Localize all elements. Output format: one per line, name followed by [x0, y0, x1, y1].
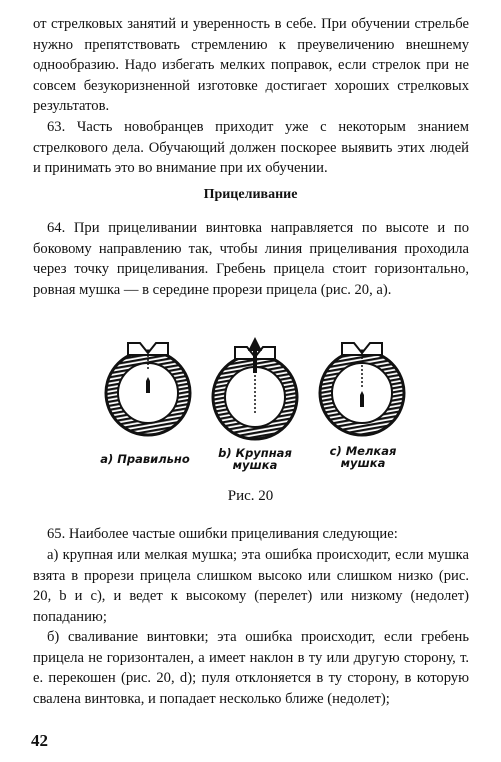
paragraph-65: 65. Наиболее частые ошибки прицеливания следующие:: [47, 526, 398, 542]
paragraph-65b: б) сваливание винтовки; эта ошибка происходит, если гребень прицела не горизонтален, а имеет наклон в ту или другую сторону, т. е. перекошен (рис. 20, d); пуля отклоняется в ту сторону, в которую свалена винтовка, и попадает несколько ближе (недолет);: [33, 629, 469, 707]
sight-small-front: [320, 343, 404, 435]
figure-20: [90, 335, 420, 475]
paragraph-63: 63. Часть новобранцев приходит уже с некоторым знанием стрелкового дела. Обучающий должен поскорее выявить этих людей и принимать это во внимание при их обучении.: [33, 119, 469, 177]
figure-label: Рис. 20: [227, 488, 274, 504]
page-number: 42: [31, 731, 48, 750]
sight-diagrams: [90, 335, 420, 445]
caption-small-front: c) Мелкая мушка: [329, 444, 397, 470]
paragraph-continuation: от стрелковых занятий и уверенность в себе. При обучении стрельбе нужно препятствовать стремлению к преувеличению внешнему однообразию. Надо избегать мелких поправок, если стрелок при не совсем безукоризненной изготовке достигает хороших стрелковых результатов.: [33, 16, 469, 115]
paragraph-64: 64. При прицеливании винтовка направляется по высоте и по боковому направлению так, чтобы линия прицеливания проходила через точку прицеливания. Гребень прицела стоит горизонтально, ровная мушка — в середине прорези прицела (рис. 20, а).: [33, 220, 469, 298]
sight-large-front: [213, 337, 297, 439]
paragraph-65a: а) крупная или мелкая мушка; эта ошибка происходит, если мушка взята в прорези прицела слишком высоко или слишком низко (рис. 20, b и c), и ведет к высокому (перелет) или низкому (недолет) попаданию;: [33, 547, 469, 625]
caption-correct: а) Правильно: [100, 452, 190, 466]
section-heading: Прицеливание: [203, 187, 298, 202]
sight-correct: [106, 343, 190, 435]
caption-large-front: b) Крупная мушка: [218, 446, 292, 472]
